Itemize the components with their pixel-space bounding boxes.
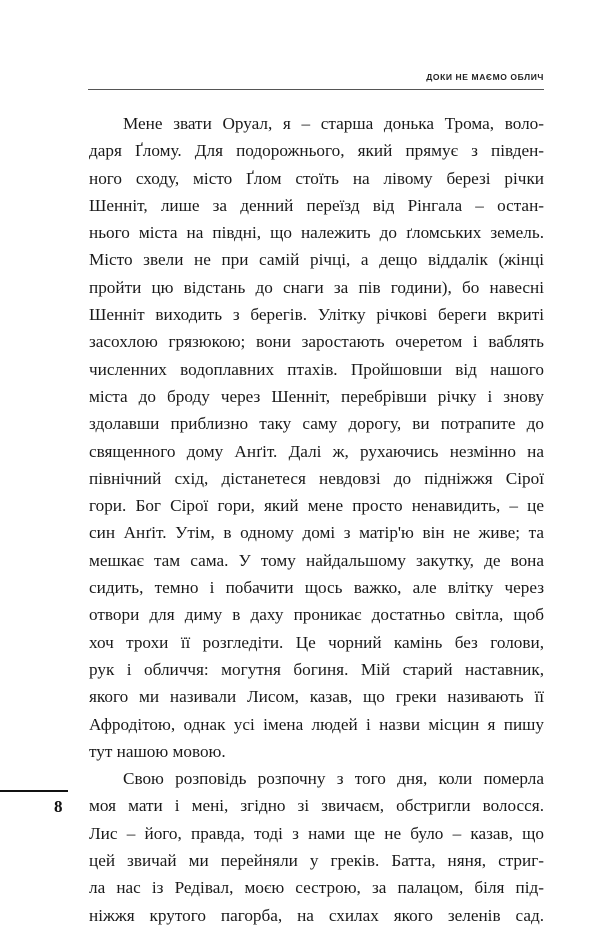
text-line: цей звичай ми перейняли у греків. Батта, няня, стриг- xyxy=(89,851,544,871)
text-line: нього міста на півдні, що належить до ґломських земель. xyxy=(89,223,544,243)
text-line: хоч трохи її розгледіти. Це чорний камінь без голови, xyxy=(89,632,544,652)
text-line: численних водоплавних птахів. Пройшовши від нашого xyxy=(89,359,544,379)
page-number: 8 xyxy=(54,797,63,816)
text-line: ного сходу, місто Ґлом стоїть на лівому березі річки xyxy=(89,168,544,188)
text-line: син Анґіт. Утім, в одному домі з матір'ю він не живе; та xyxy=(89,523,544,543)
text-line: міста до броду через Шенніт, перебрівши річку і знову xyxy=(89,386,544,406)
running-head: ДОКИ НЕ МАЄМО ОБЛИЧ xyxy=(426,72,544,82)
text-line: священного дому Анґіт. Далі ж, рухаючись незмінно на xyxy=(89,441,544,461)
text-line: Шенніт, лише за денний переїзд від Рінгала – остан- xyxy=(89,195,544,215)
text-line: Лис – його, правда, тоді з нами ще не було – казав, що xyxy=(89,823,544,843)
text-line: Місто звели не при самій річці, а дещо віддалік (жінці xyxy=(89,250,544,270)
text-line: Свою розповідь розпочну з того дня, коли померла xyxy=(123,769,544,789)
text-line: рук і обличчя: могутня богиня. Мій старий наставник, xyxy=(89,659,544,679)
text-line: пройти цю відстань до снаги за пів години), бо навесні xyxy=(89,277,544,297)
text-line: ла нас із Редівал, моєю сестрою, за палацом, біля під- xyxy=(89,878,544,898)
text-line: тут нашою мовою. xyxy=(89,741,226,761)
text-line: здолавши приблизно таку саму дорогу, ви потрапите до xyxy=(89,414,544,434)
text-line: ніжжя крутого пагорба, на схилах якого зеленів сад. xyxy=(89,905,544,925)
text-line: якого ми називали Лисом, казав, що греки називають її xyxy=(89,687,544,707)
text-line: Шенніт виходить з берегів. Улітку річкові береги вкриті xyxy=(89,305,544,325)
text-line: мешкає там сама. У тому найдальшому закутку, де вона xyxy=(89,550,544,570)
text-line: сидить, темно і побачити щось важко, але влітку через xyxy=(89,578,544,598)
text-line: північний схід, дістанетеся невдовзі до підніжжя Сірої xyxy=(89,468,544,488)
text-line: моя мати і мені, згідно зі звичаєм, обстригли волосся. xyxy=(89,796,544,816)
text-line: даря Ґлому. Для подорожнього, який прямує з півден- xyxy=(89,141,544,161)
text-line: отвори для диму в даху проникає достатньо світла, щоб xyxy=(89,605,544,625)
body-text xyxy=(89,110,544,929)
text-line: Мене звати Оруал, я – старша донька Трома, воло- xyxy=(123,114,544,133)
text-line: Афродітою, однак усі імена людей і назви місцин я пишу xyxy=(89,714,544,734)
header-rule xyxy=(88,89,544,90)
text-line: засохлою грязюкою; вони заростають очеретом і ваблять xyxy=(89,332,544,352)
folio-rule xyxy=(0,790,68,792)
text-line: гори. Бог Сірої гори, який мене просто ненавидить, – це xyxy=(89,496,544,516)
